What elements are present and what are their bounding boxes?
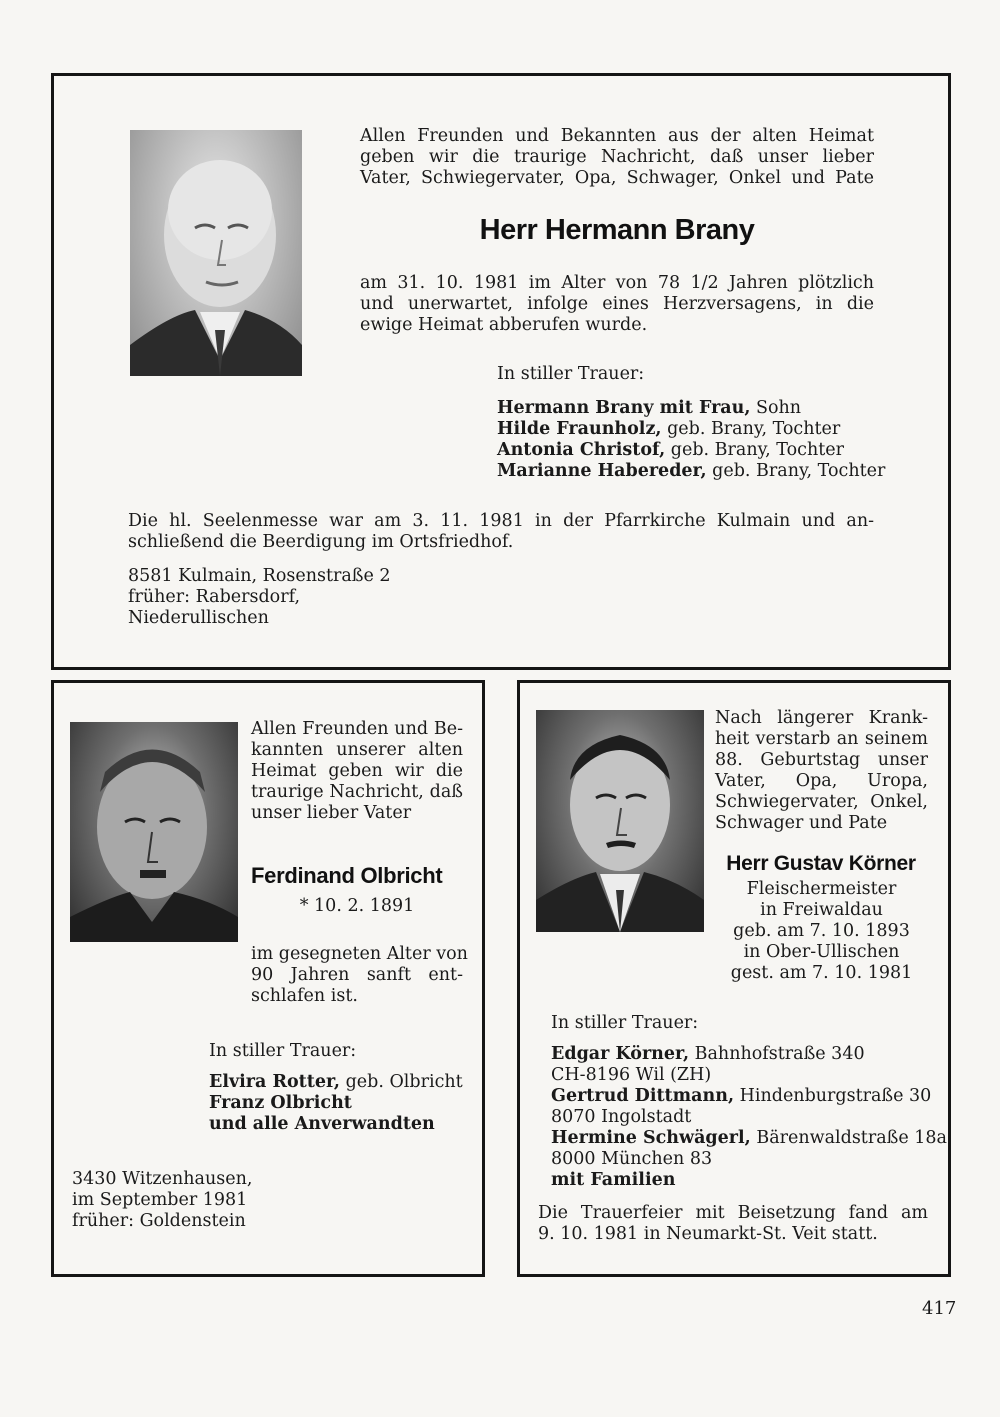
text-line: Schwager und Pate: [715, 813, 888, 833]
koerner-ceremony: [538, 1203, 928, 1245]
text-line: in Freiwaldau: [760, 900, 883, 920]
text-line: schlafen ist.: [251, 986, 358, 1006]
text-line: ewige Heimat abberufen wurde.: [360, 315, 648, 335]
text-line: Vater, Schwiegervater, Opa, Schwager, Onkel und Pate: [360, 168, 874, 188]
mourner-line: Gertrud Dittmann, Hindenburgstraße 30: [551, 1086, 932, 1106]
text-line: 3430 Witzenhausen,: [72, 1169, 253, 1189]
portrait-photo-koerner: [536, 710, 704, 932]
text-line: früher: Rabersdorf,: [128, 587, 301, 607]
koerner-mourners: [551, 1044, 947, 1191]
mourner-line: 8000 München 83: [551, 1149, 713, 1169]
olbricht-birth-date: * 10. 2. 1891: [299, 896, 415, 916]
text-line: früher: Goldenstein: [72, 1211, 246, 1231]
brany-mass-info: [128, 511, 874, 553]
text-line: 90 Jahren sanft ent-: [251, 965, 463, 985]
brany-address: [128, 566, 391, 629]
text-line: 88. Geburtstag unser: [715, 750, 928, 770]
text-line: Nach längerer Krank-: [715, 708, 928, 728]
portrait-photo-olbricht: [70, 722, 238, 942]
brany-intro: [360, 126, 874, 189]
page-number: 417: [922, 1298, 957, 1319]
mourner-line: Elvira Rotter, geb. Olbricht: [209, 1072, 463, 1092]
olbricht-mourning-label: In stiller Trauer:: [209, 1041, 357, 1061]
text-line: im gesegneten Alter von: [251, 944, 468, 964]
mourner-line: Hermine Schwägerl, Bärenwaldstraße 18a: [551, 1128, 947, 1148]
text-line: Die hl. Seelenmesse war am 3. 11. 1981 in der Pfarrkirche Kulmain und an-: [128, 511, 874, 531]
text-line: heit verstarb an seinem: [715, 729, 928, 749]
mourner-line: 8070 Ingolstadt: [551, 1107, 692, 1127]
mourner-line: Antonia Christof, geb. Brany, Tochter: [497, 440, 844, 460]
mourner-line: Franz Olbricht: [209, 1093, 352, 1113]
text-line: geb. am 7. 10. 1893: [733, 921, 910, 941]
mourner-line: Hermann Brany mit Frau, Sohn: [497, 398, 802, 418]
text-line: traurige Nachricht, daß: [251, 782, 463, 802]
text-line: unser lieber Vater: [251, 803, 412, 823]
text-line: Fleischermeister: [746, 879, 897, 899]
olbricht-mourners: [209, 1072, 463, 1135]
text-line: im September 1981: [72, 1190, 248, 1210]
text-line: Niederullischen: [128, 608, 269, 628]
text-line: und unerwartet, infolge eines Herzversagens, in die: [360, 294, 874, 314]
mourner-line: Hilde Fraunholz, geb. Brany, Tochter: [497, 419, 841, 439]
brany-body: [360, 273, 874, 336]
mourner-line: und alle Anverwandten: [209, 1114, 435, 1134]
olbricht-intro: [251, 719, 463, 824]
text-line: Vater, Opa, Uropa,: [715, 771, 928, 791]
text-line: Heimat geben wir die: [251, 761, 463, 781]
mourner-line: Edgar Körner, Bahnhofstraße 340: [551, 1044, 865, 1064]
koerner-intro: [715, 708, 928, 834]
text-line: Die Trauerfeier mit Beisetzung fand am: [538, 1203, 928, 1223]
olbricht-body: [251, 944, 468, 1007]
text-line: Allen Freunden und Be-: [251, 719, 463, 739]
koerner-mourning-label: In stiller Trauer:: [551, 1013, 699, 1033]
text-line: geben wir die traurige Nachricht, daß unser lieber: [360, 147, 874, 167]
text-line: kannten unserer alten: [251, 740, 463, 760]
text-line: 9. 10. 1981 in Neumarkt-St. Veit statt.: [538, 1224, 878, 1244]
text-line: in Ober-Ullischen: [743, 942, 900, 962]
brany-mourning-label: In stiller Trauer:: [497, 364, 645, 384]
deceased-name-olbricht: Ferdinand Olbricht: [251, 863, 443, 888]
text-line: schließend die Beerdigung im Ortsfriedhof.: [128, 532, 514, 552]
olbricht-address: [72, 1169, 252, 1232]
text-line: 8581 Kulmain, Rosenstraße 2: [128, 566, 391, 586]
portrait-photo-brany: [130, 130, 302, 376]
deceased-name-koerner: Herr Gustav Körner: [726, 852, 916, 875]
mourner-line: CH-8196 Wil (ZH): [551, 1065, 712, 1085]
text-line: Allen Freunden und Bekannten aus der alten Heimat: [360, 126, 874, 146]
text-line: am 31. 10. 1981 im Alter von 78 1/2 Jahren plötzlich: [360, 273, 874, 293]
deceased-name-brany: Herr Hermann Brany: [479, 214, 755, 246]
mourner-line: Marianne Habereder, geb. Brany, Tochter: [497, 461, 886, 481]
koerner-details: [715, 879, 928, 984]
text-line: Schwiegervater, Onkel,: [715, 792, 928, 812]
mourner-line: mit Familien: [551, 1170, 676, 1190]
brany-mourners: [497, 398, 885, 482]
text-line: gest. am 7. 10. 1981: [730, 963, 913, 983]
